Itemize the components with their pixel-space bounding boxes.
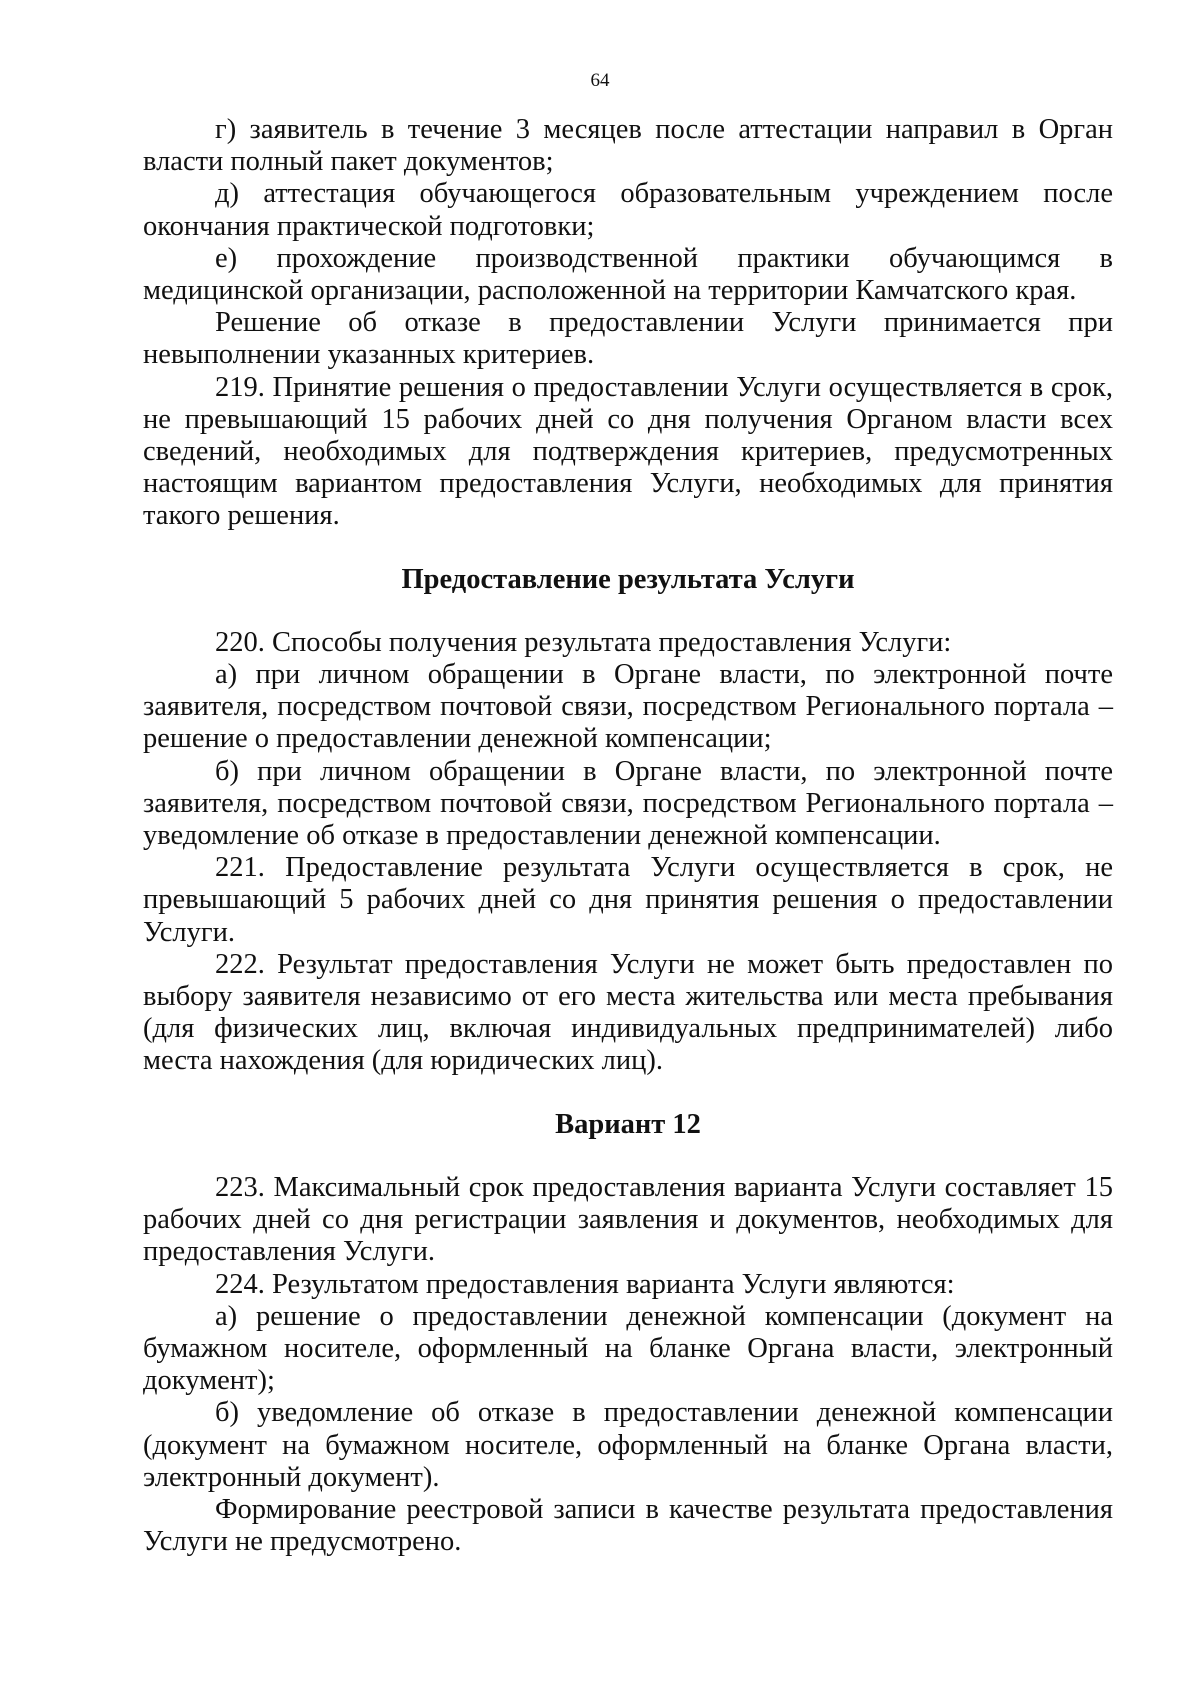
paragraph-219: 219. Принятие решения о предоставлении Услуги осуществляется в срок, не превышающий 15 рабочих дней со дня получения Органом власти всех сведений, необходимых для подтверждения критериев, предусмотренных настоящим вариантом предоставления Услуги, необходимых для принятия такого решения. (143, 371, 1113, 532)
paragraph-224-a: а) решение о предоставлении денежной компенсации (документ на бумажном носителе, оформленный на бланке Органа власти, электронный документ); (143, 1300, 1113, 1397)
paragraph-220-b: б) при личном обращении в Органе власти, по электронной почте заявителя, посредством почтовой связи, посредством Регионального портала – уведомление об отказе в предоставлении денежной компенсации. (143, 755, 1113, 852)
paragraph-220: 220. Способы получения результата предоставления Услуги: (215, 626, 952, 658)
page-number: 64 (590, 70, 610, 91)
section-heading-variant-12: Вариант 12 (555, 1108, 701, 1140)
paragraph-criterion-e: е) прохождение производственной практики обучающимся в медицинской организации, расположенной на территории Камчатского края. (143, 242, 1113, 307)
paragraph-224: 224. Результатом предоставления варианта Услуги являются: (215, 1268, 955, 1300)
section-heading-result: Предоставление результата Услуги (401, 563, 855, 595)
paragraph-223: 223. Максимальный срок предоставления варианта Услуги составляет 15 рабочих дней со дня регистрации заявления и документов, необходимых для предоставления Услуги. (143, 1171, 1113, 1268)
paragraph-refusal-decision: Решение об отказе в предоставлении Услуги принимается при невыполнении указанных критериев. (143, 307, 1113, 371)
paragraph-criterion-g: г) заявитель в течение 3 месяцев после аттестации направил в Орган власти полный пакет документов; (143, 114, 1113, 178)
paragraph-registry-entry: Формирование реестровой записи в качестве результата предоставления Услуги не предусмотрено. (143, 1493, 1113, 1558)
paragraph-220-a: а) при личном обращении в Органе власти, по электронной почте заявителя, посредством почтовой связи, посредством Регионального портала – решение о предоставлении денежной компенсации; (143, 659, 1113, 755)
document-body (143, 114, 1113, 1558)
paragraph-224-b: б) уведомление об отказе в предоставлении денежной компенсации (документ на бумажном носителе, оформленный на бланке Органа власти, электронный документ). (143, 1397, 1113, 1493)
paragraph-222: 222. Результат предоставления Услуги не может быть предоставлен по выбору заявителя независимо от его места жительства или места пребывания (для физических лиц, включая индивидуальных предпринимателей) либо места нахождения (для юридических лиц). (143, 948, 1113, 1077)
paragraph-221: 221. Предоставление результата Услуги осуществляется в срок, не превышающий 5 рабочих дней со дня принятия решения о предоставлении Услуги. (143, 852, 1113, 948)
paragraph-criterion-d: д) аттестация обучающегося образовательным учреждением после окончания практической подготовки; (143, 178, 1113, 242)
